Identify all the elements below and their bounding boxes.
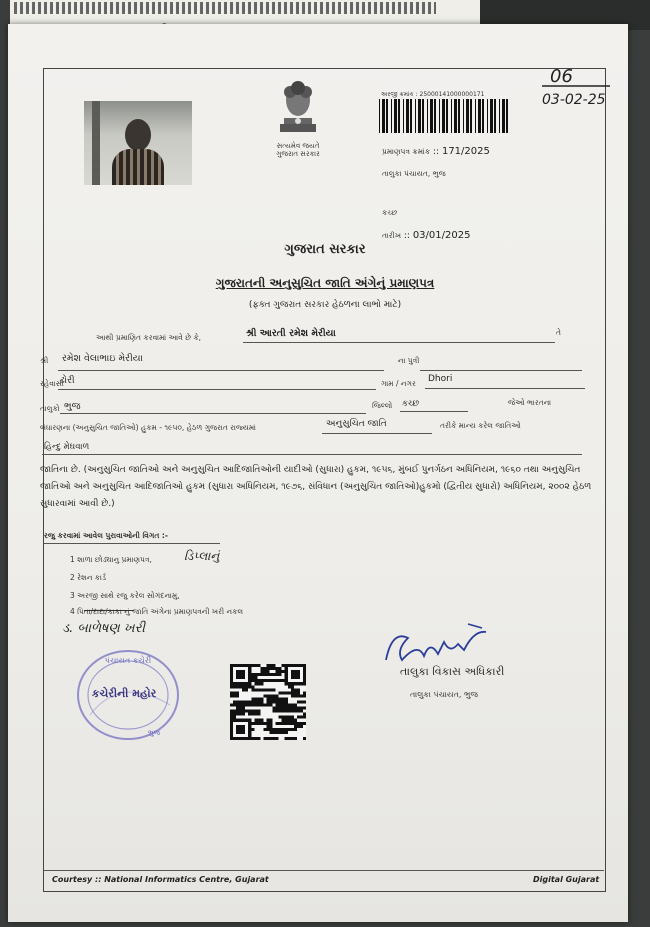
certificate-title: ગુજરાતની અનુસુચિત જાતિ અંગેનું પ્રમાણપત્ર [215,276,435,290]
village-label: ગામ / નગર [381,379,416,388]
applicant-name-line [243,342,555,343]
application-number-line: અરજી ક્રમાંક : 25000141000000171 [381,91,485,98]
certificate-subtitle: (ફક્ત ગુજરાત સરકાર હેઠળના લાભો માટે) [248,300,402,310]
document-item: 4 પિતા/દાદા/કાકા નું જાતિ અંગેના પ્રમાણપત્રની ખરી નકલ [70,607,244,616]
emblem-caption: સત્યમેવ જયતે ગુજરાત સરકાર [276,142,320,158]
strikethrough-mark [84,610,134,611]
father-name-line [58,370,384,371]
resident-value: ઢોરી [60,375,75,386]
taluka-label: તાલુકો [40,404,60,413]
legal-paragraph: જાતિના છે. (અનુસુચિત જાતિઓ અને અનુસુચિત આદિજાતિઓની યાદીઓ (સુધારા) હુકમ, ૧૯૫૬, મુંબઈ પુનર્ગઠન અધિનિયમ, ૧૯૬૦ તથા અનુસુચિત જાતિઓ અને અનુસુચિત આદિજાતિઓ હુકમ (સુધારા અધિનિયમ, ૧૯૭૬, સંવિધાન (અનુસુચિત જાતિઓ)હુકમો (દ્વિતીય સુધારો) અધિનિયમ, ૨૦૦૨ હેઠળ સુધારવામાં આવી છે.) [40,465,592,509]
government-title: ગુજરાત સરકાર [284,242,366,257]
document-item: 1 શાળા છોડ્યાનુ પ્રમાણપત્ર, [70,555,152,564]
documents-heading: રજુ કરવામાં આવેલ પુરાવાઓની વિગત :- [44,531,169,540]
footer-brand: Digital Gujarat [533,875,600,884]
footer-courtesy: Courtesy :: National Informatics Centre, Gujarat [52,875,269,884]
country-label: જેઓ ભારતના [508,398,552,407]
seal-top-text: પંચાયત કચેરી [104,656,152,665]
national-emblem-icon [268,78,328,136]
handwritten-reference [540,62,620,112]
district-label: જિલ્લો [372,401,393,410]
constitution-text: બંધારણના (અનુસુચિત જાતિઓ) હુકમ - ૧૯૫૦, હેઠળ ગુજરાત રાજ્યમાં [40,423,256,432]
applicant-name: શ્રી આરતી રમેશ મેરીયા [246,328,336,339]
caste-category-line [322,433,432,434]
caste-category: અનુસુચિત જાતિ [326,419,387,429]
barcode-icon [379,99,509,133]
document-item: 2 રેશન કાર્ડ [70,573,107,582]
seal-bottom-text: ભુજ [147,729,161,737]
office-name: તાલુકા પંચાયત, ભુજ [382,169,446,178]
district-value: કચ્છ [402,399,420,409]
qr-code-icon [230,664,306,740]
recognized-text: તરીકે માન્ય કરેલ જાતિઓ [440,421,521,430]
te-text: તે [556,328,561,337]
handwritten-date: 03-02-25 [542,92,606,108]
date-label: તારીખ [382,231,401,240]
seal-center-text: કચેરીની મહોર [91,687,157,700]
taluka-line [60,413,366,414]
applicant-photo [84,101,192,185]
caste-name: હિન્દુ મેઘવાળ [44,442,90,452]
village-line [425,388,585,389]
issue-date: 03/01/2025 [412,230,471,241]
application-number-label: અરજી ક્રમાંક [381,91,414,98]
footer-divider [44,870,604,871]
caste-name-line [42,454,582,455]
application-number: 25000141000000171 [419,91,485,98]
handwritten-number: 06 [550,66,573,87]
resident-label: રહેવાસી [40,379,64,388]
father-name: રમેશ વેલાભાઇ મેરીયા [62,353,143,364]
relation-label: ના પુત્રી [398,356,420,365]
district-line [400,411,468,412]
decorative-border [14,2,436,14]
taluka-value: ભુજ [64,401,81,412]
documents-heading-underline [44,543,220,544]
certificate-number-line: પ્રમાણપત્ર ક્રમાંક :: 171/2025 [382,146,490,157]
village-value: Dhori [428,374,453,384]
shri-label: શ્રી [40,356,49,365]
svg-text:Sanjay: Sanjay [431,646,445,651]
intro-text: આથી પ્રમાણિત કરવામાં આવે છે કે, [96,333,202,342]
office-seal-icon [70,645,182,743]
handwritten-attestation: ડ. બાળેષણ ખરી [62,621,146,636]
certificate-number: 171/2025 [441,146,490,157]
handwritten-signature [378,620,498,668]
handwritten-document-note: ડિપ્લાનું [184,549,220,563]
date-line: તારીખ :: 03/01/2025 [382,230,471,241]
district-name: કચ્છ [382,208,398,217]
signatory-designation: તાલુકા વિકાસ અધિકારી [400,665,505,678]
certificate-number-label: પ્રમાણપત્ર ક્રમાંક [382,147,431,156]
resident-line [58,389,376,390]
document-item: 3 અરજી સાથે રજુ કરેલ સોગંદનામુ, [70,591,180,600]
relation-line [420,370,582,371]
signatory-office: તાલુકા પંચાયત, ભુજ [410,690,478,699]
